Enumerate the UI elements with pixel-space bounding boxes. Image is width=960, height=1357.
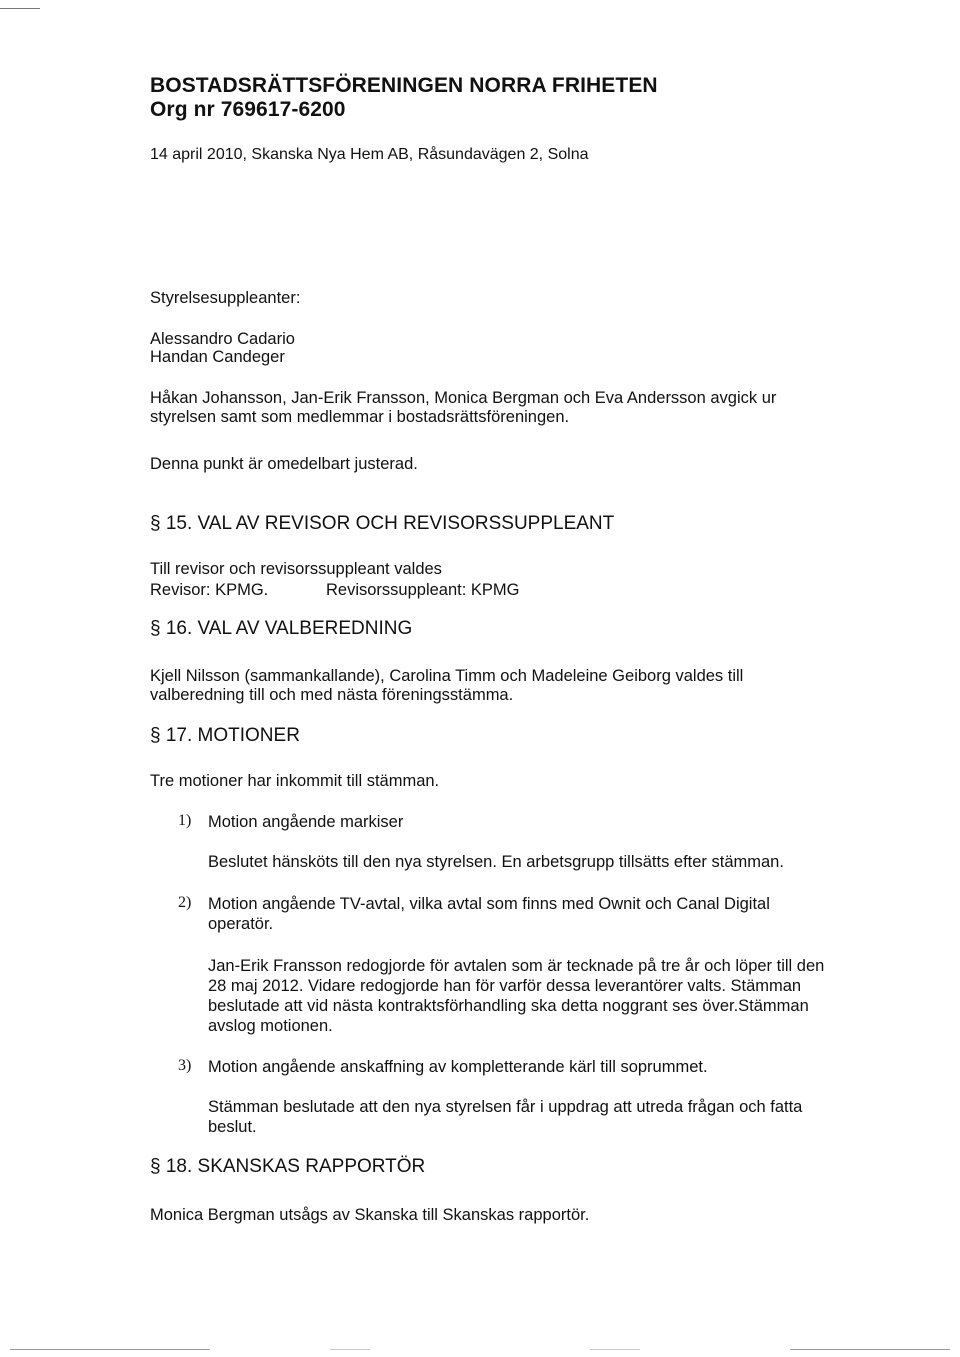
motion-title: Motion angående anskaffning av kompletterande kärl till soprummet. <box>208 1058 708 1076</box>
motion-decision: Beslutet hänsköts till den nya styrelsen. En arbetsgrupp tillsätts efter stämman. <box>208 853 784 871</box>
motion-decision: Jan-Erik Fransson redogjorde för avtalen som är tecknade på tre år och löper till den <box>208 957 825 975</box>
section-18-text: Monica Bergman utsågs av Skanska till Skanskas rapportör. <box>150 1206 590 1224</box>
scan-bottom-line <box>330 1349 370 1350</box>
meeting-info: 14 april 2010, Skanska Nya Hem AB, Råsundavägen 2, Solna <box>150 146 589 163</box>
scan-bottom-line <box>790 1349 950 1350</box>
scan-bottom-line <box>590 1349 640 1350</box>
section-15-title: § 15. VAL AV REVISOR OCH REVISORSSUPPLEANT <box>150 513 615 534</box>
motion-number: 3) <box>178 1057 192 1074</box>
resignation-text-line: styrelsen samt som medlemmar i bostadsrättsföreningen. <box>150 408 570 426</box>
motion-decision: beslutade att vid nästa kontraktsförhandling ska detta noggrant ses över.Stämman <box>208 997 809 1015</box>
motion-decision: beslut. <box>208 1118 257 1136</box>
motion-decision: avslog motionen. <box>208 1017 333 1035</box>
section-17-intro: Tre motioner har inkommit till stämman. <box>150 772 440 790</box>
scan-bottom-line <box>10 1349 210 1350</box>
section-15-text: Till revisor och revisorssuppleant valdes <box>150 560 442 578</box>
resignation-text-line: Håkan Johansson, Jan-Erik Fransson, Monica Bergman och Eva Andersson avgick ur <box>150 389 777 407</box>
section-18-title: § 18. SKANSKAS RAPPORTÖR <box>150 1156 426 1177</box>
motion-number: 2) <box>178 894 192 911</box>
motion-decision: 28 maj 2012. Vidare redogjorde han för varför dessa leverantörer valts. Stämman <box>208 977 802 995</box>
suppleant-name: Handan Candeger <box>150 348 285 366</box>
section-17-title: § 17. MOTIONER <box>150 725 300 746</box>
motion-title: operatör. <box>208 915 274 933</box>
suppleanter-heading: Styrelsesuppleanter: <box>150 289 301 307</box>
section-16-text-line: Kjell Nilsson (sammankallande), Carolina Timm och Madeleine Geiborg valdes till <box>150 667 744 685</box>
revisor-value: Revisor: KPMG. <box>150 581 269 599</box>
section-16-text-line: valberedning till och med nästa föreningsstämma. <box>150 686 514 704</box>
suppleant-name: Alessandro Cadario <box>150 330 295 348</box>
motion-title: Motion angående TV-avtal, vilka avtal som finns med Ownit och Canal Digital <box>208 895 770 913</box>
scan-edge-line <box>0 8 40 9</box>
motion-number: 1) <box>178 812 192 829</box>
organization-number: Org nr 769617-6200 <box>150 98 346 121</box>
organization-name: BOSTADSRÄTTSFÖRENINGEN NORRA FRIHETEN <box>150 74 658 97</box>
motion-title: Motion angående markiser <box>208 813 404 831</box>
motion-decision: Stämman beslutade att den nya styrelsen får i uppdrag att utreda frågan och fatta <box>208 1098 803 1116</box>
revisorssuppleant-value: Revisorssuppleant: KPMG <box>326 581 520 599</box>
section-16-title: § 16. VAL AV VALBEREDNING <box>150 618 413 639</box>
justerad-note: Denna punkt är omedelbart justerad. <box>150 455 418 473</box>
